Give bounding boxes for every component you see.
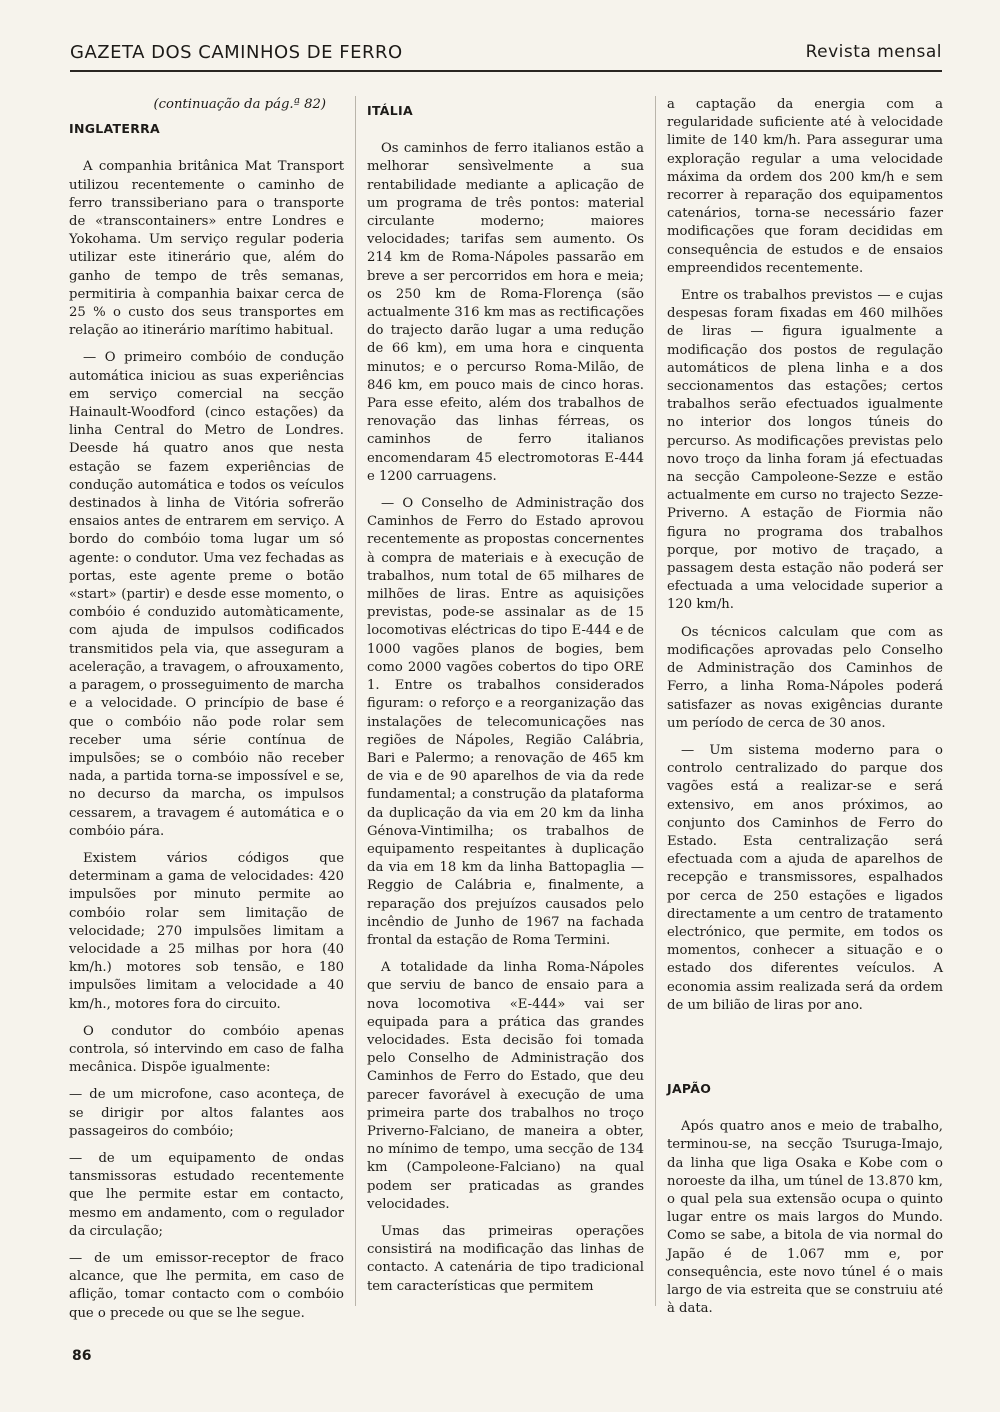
- column-divider: [655, 96, 656, 1306]
- section-heading-japao: JAPÃO: [667, 1080, 712, 1096]
- section-heading-inglaterra: INGLATERRA: [69, 121, 161, 137]
- paragraph: Umas das primeiras operações consistirá na modificação das linhas de contacto. A catenária de tipo tradicional tem características que permitem: [367, 1223, 644, 1294]
- continuation-note: (continuação da pág.ª 82): [153, 97, 326, 112]
- paragraph: A companhia britânica Mat Transport utilizou recentemente o caminho de ferro transsiberiano para o transporte de «transcontainers» entre Londres e Yokohama. Um serviço regular poderia utilizar este itinerário que, além do ganho de tempo de três semanas, permitiria à companhia baixar cerca de 25 % o custo dos seus transportes em relação ao itinerário marítimo habitual.: [69, 159, 344, 339]
- paragraph: Entre os trabalhos previstos — e cujas despesas foram fixadas em 460 milhões de liras — figura igualmente a modificação dos postos de regulação automáticos de plena linha e a dos seccionamentos das estações; certos trabalhos serão efectuados igualmente no interior dos longos túneis do percurso. As modificações previstas pelo novo troço da linha foram já efectuadas na secção Campoleone-Sezze e estão actualmente em curso no trajecto Sezze-Priverno. A estação de Fiormia não figura no programa dos trabalhos porque, por motivo de traçado, a passagem desta estação não poderá ser efectuada a uma velocidade superior a 120 km/h.: [667, 288, 943, 613]
- column-3: [667, 96, 943, 1327]
- paragraph: Existem vários códigos que determinam a gama de velocidades: 420 impulsões por minuto permite ao combóio rolar sem limitação de velocidade; 270 impulsões limitam a velocidade a 25 milhas por hora (40 km/h.) motores sob tensão, e 180 impulsões limitam a velocidade a 40 km/h., motores fora do circuito.: [69, 850, 344, 1012]
- paragraph: O condutor do combóio apenas controla, só intervindo em caso de falha mecânica. Dispõe igualmente:: [69, 1023, 344, 1076]
- column-divider: [355, 96, 356, 1306]
- paragraph: Os caminhos de ferro italianos estão a melhorar sensìvelmente a sua rentabilidade mediante a aplicação de um programa de três pontos: material circulante moderno; maiores velocidades; tarifas sem aumento. Os 214 km de Roma-Nápoles passarão em breve a ser percorridos em hora e meia; os 250 km de Roma-Florença (são actualmente 316 km mas as rectificações do trajecto darão lugar a uma redução de 66 km), em uma hora e cinquenta minutos; e o percurso Roma-Milão, de 846 km, em pouco mais de cinco horas. Para esse efeito, além dos trabalhos de renovação das linhas férreas, os caminhos de ferro italianos encomendaram 45 electromotoras E-444 e 1200 carruagens.: [367, 141, 644, 484]
- spacer: [667, 1024, 943, 1074]
- paragraph: — de um emissor-receptor de fraco alcance, que lhe permita, em caso de aflição, tomar contacto com o combóio que o precede ou que se lhe segue.: [69, 1250, 344, 1321]
- column-2: [367, 96, 644, 1305]
- paragraph: — O Conselho de Administração dos Caminhos de Ferro do Estado aprovou recentemente as propostas concernentes à compra de materiais e à execução de trabalhos, num total de 65 milhares de milhões de liras. Entre as aquisições previstas, pode-se assinalar as de 15 locomotivas eléctricas do tipo E-444 e de 1000 vagões planos de bogies, bem como 2000 vagões cobertos do tipo ORE 1. Entre os trabalhos considerados figuram: o reforço e a reorganização das instalações de telecomunicações nas regiões de Nápoles, Região Calábria, Bari e Palermo; a renovação de 465 km de via e de 90 aparelhos de via da rede fundamental; a construção da plataforma da duplicação da via em 20 km da linha Génova-Vintimilha; os trabalhos de equipamento respeitantes à duplicação da via em 18 km da linha Battopaglia — Reggio de Calábria e, finalmente, a reparação dos prejuízos causados pelo incêndio de Junho de 1967 na fachada frontal da estação de Roma Termini.: [367, 496, 644, 948]
- paragraph: — de um microfone, caso aconteça, de se dirigir por altos falantes aos passageiros do combóio;: [69, 1087, 344, 1139]
- page-number: 86: [72, 1348, 92, 1364]
- paragraph: a captação da energia com a regularidade suficiente até à velocidade limite de 140 km/h. Para assegurar uma exploração regular a uma velocidade máxima da ordem dos 200 km/h e sem recorrer à reparação dos equipamentos catenários, torna-se necessário fazer modificações que foram decididas em consequência de estudos e de ensaios empreendidos recentemente.: [667, 97, 943, 276]
- paragraph: A totalidade da linha Roma-Nápoles que serviu de banco de ensaio para a nova locomotiva «E-444» vai ser equipada para a prática das grandes velocidades. Esta decisão foi tomada pelo Conselho de Administração dos Caminhos de Ferro do Estado, que deu parecer favorável à execução de uma primeira parte dos trabalhos no troço Priverno-Falciano, de maneira a obter, no mínimo de tempo, uma secção de 134 km (Campoleone-Falciano) na qual podem ser praticadas as grandes velocidades.: [367, 960, 644, 1212]
- publication-subtitle: Revista mensal: [805, 42, 942, 62]
- paragraph: Os técnicos calculam que com as modificações aprovadas pelo Conselho de Administração dos Caminhos de Ferro, a linha Roma-Nápoles poderá satisfazer as novas exigências durante um período de cerca de 30 anos.: [667, 624, 943, 731]
- section-heading-italia: ITÁLIA: [367, 103, 413, 118]
- paragraph: — O primeiro combóio de condução automática iniciou as suas experiências em serviço comercial na secção Hainault-Woodford (cinco estações) da linha Central do Metro de Londres. Deesde há quatro anos que nesta estação se fazem experiências de condução automática e todos os veículos destinados à linha de Vitória sofrerão ensaios antes de entrarem em serviço. A bordo do combóio toma lugar um só agente: o condutor. Uma vez fechadas as portas, este agente preme o botão «start» (partir) e desde esse momento, o combóio é conduzido automàticamente, com ajuda de impulsos codificados transmitidos pela via, que asseguram a aceleração, a travagem, o afrouxamento, a paragem, o prosseguimento de marcha e a velocidade. O princípio de base é que o combóio não pode rolar sem receber uma série contínua de impulsões; se o combóio não receber nada, a partida torna-se impossível e se, no decurso da marcha, os impulsos cessarem, a travagem é automática e o combóio pára.: [69, 350, 344, 839]
- column-1: [69, 96, 344, 1332]
- paragraph: Após quatro anos e meio de trabalho, terminou-se, na secção Tsuruga-Imajo, da linha que liga Osaka e Kobe com o noroeste da ilha, um túnel de 13.870 km, o qual pela sua extensão ocupa o quinto lugar entre os mais largos do Mundo. Como se sabe, a bitola de via normal do Japão é de 1.067 mm e, por consequência, este novo túnel é o mais largo de via estreita que se construiu até à data.: [667, 1119, 943, 1317]
- page-header: [70, 40, 942, 72]
- paragraph: — de um equipamento de ondas tansmissoras estudado recentemente que lhe permite estar em contacto, mesmo em andamento, com o regulador da circulação;: [69, 1150, 344, 1239]
- publication-title: GAZETA DOS CAMINHOS DE FERRO: [70, 42, 403, 63]
- paragraph: — Um sistema moderno para o controlo centralizado do parque dos vagões está a realizar-se e será extensivo, em anos próximos, ao conjunto dos Caminhos de Ferro do Estado. Esta centralização será efectuada com a ajuda de aparelhos de recepção e transmissores, espalhados por cerca de 250 estações e ligados directamente a um centro de tratamento electrónico, que permite, em todos os momentos, conhecer a situação e o estado dos diferentes veículos. A economia assim realizada será da ordem de um bilião de liras por ano.: [667, 742, 943, 1013]
